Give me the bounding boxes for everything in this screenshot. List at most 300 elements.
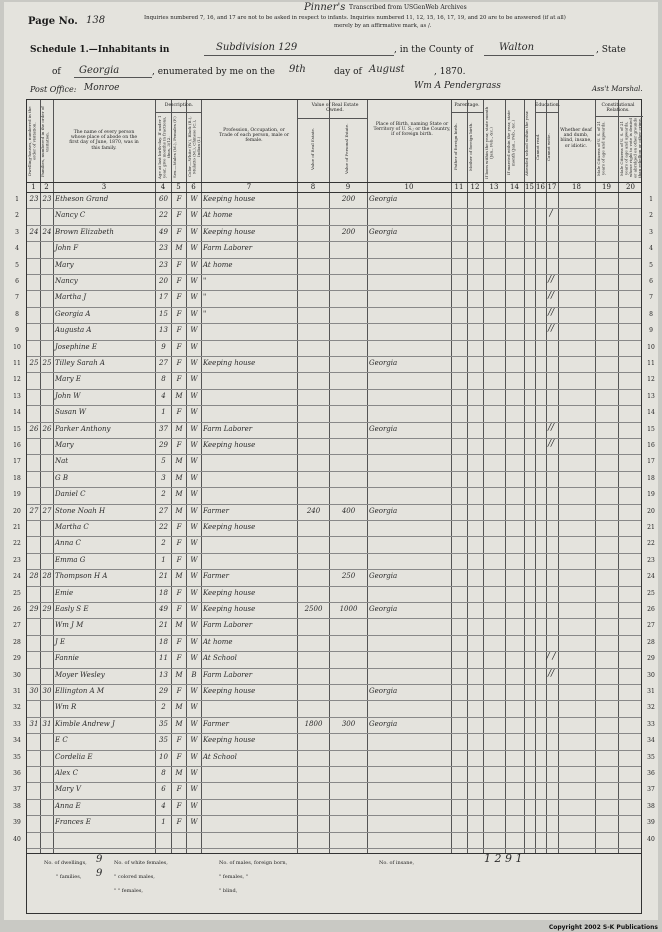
table-row	[13, 799, 655, 815]
census-table	[13, 99, 655, 854]
family-number: 25	[42, 359, 52, 367]
person-name: Josephine E	[55, 342, 97, 351]
col-header-name: The name of every person whose place of abode on the first day of June, 1870, was in this family.	[69, 130, 139, 151]
row-number-right: 12	[647, 376, 655, 384]
row-number-right: 34	[647, 737, 655, 745]
age: 35	[159, 719, 168, 728]
family-number: 26	[42, 424, 52, 433]
row-number-right: 5	[649, 261, 653, 269]
occupation: Farmer	[203, 506, 230, 515]
row-number-left: 12	[13, 376, 21, 384]
sex: M	[175, 473, 183, 482]
row-number-right: 23	[647, 556, 655, 564]
age: 27	[159, 506, 168, 515]
table-row	[13, 782, 655, 798]
row-number-right: 20	[647, 507, 655, 515]
dwelling-number: 31	[29, 719, 39, 728]
age: 17	[159, 293, 168, 302]
person-name: Alex C	[55, 769, 78, 777]
row-number-left: 19	[13, 491, 21, 499]
color: W	[190, 359, 198, 367]
col-header-mother-foreign: Mother of foreign birth.	[468, 122, 473, 172]
occupation: Keeping house	[203, 195, 256, 203]
column-number: 2	[44, 183, 49, 191]
education-marks: /	[549, 209, 553, 220]
sex: M	[175, 391, 183, 400]
col-header-cannot-read: Cannot read.	[535, 133, 540, 161]
column-number: 9	[345, 183, 351, 191]
person-name: Frances E	[55, 818, 91, 827]
occupation: "	[203, 293, 207, 302]
row-number-left: 4	[15, 245, 19, 253]
color: W	[190, 555, 198, 564]
col-header-occupation: Profession, Occupation, or Trade of each person, male or female.	[218, 128, 290, 144]
sex: F	[176, 752, 182, 761]
column-number: 13	[489, 183, 499, 191]
age: 18	[159, 637, 168, 646]
age: 23	[159, 244, 168, 253]
col-header-real-estate: Value of Real Estate.	[310, 127, 315, 171]
table-row	[13, 651, 655, 667]
dwelling-number: 25	[29, 359, 39, 367]
birthplace: Georgia	[369, 605, 398, 613]
census-sheet	[4, 2, 658, 920]
column-number: 4	[160, 183, 166, 191]
column-number: 10	[404, 183, 414, 191]
sex: F	[176, 342, 182, 351]
occupation: Keeping house	[203, 227, 256, 236]
county-value: Walton	[499, 42, 535, 53]
col-header-male-citizens: Male Citizens of U. S. of 21 years of age and upwards.	[596, 120, 606, 176]
archive-stamp: Transcribed from USGenWeb Archives	[349, 4, 467, 11]
table-row	[13, 717, 655, 733]
age: 35	[159, 736, 168, 745]
occupation: Farmer	[203, 719, 230, 728]
table-row	[13, 536, 655, 552]
row-number-right: 13	[647, 392, 655, 400]
age: 2	[161, 490, 166, 499]
color: W	[190, 211, 198, 220]
color: W	[190, 375, 198, 384]
sex: F	[176, 359, 182, 367]
age: 37	[159, 424, 168, 433]
totals-colored-females: " " females,	[114, 888, 144, 894]
personal-estate-value: 250	[341, 572, 356, 581]
sex: F	[176, 375, 182, 384]
sex: M	[175, 670, 183, 679]
table-row	[15, 192, 653, 208]
table-row	[13, 618, 655, 634]
color: W	[190, 490, 198, 499]
column-number: 8	[310, 183, 316, 191]
color: W	[190, 539, 198, 548]
personal-estate-value: 200	[341, 227, 356, 236]
age: 1	[161, 408, 166, 417]
column-number: 5	[176, 183, 181, 191]
grid-subheader-line-3	[535, 112, 558, 113]
row-number-left: 9	[15, 327, 19, 335]
sex: F	[176, 523, 182, 531]
row-number-left: 27	[13, 622, 21, 630]
person-name: Fannie	[55, 654, 79, 663]
person-name: Nancy	[55, 277, 78, 285]
row-number-left: 3	[15, 228, 19, 236]
row-number-right: 29	[647, 655, 655, 663]
birthplace: Georgia	[369, 359, 398, 367]
occupation: At home	[203, 211, 233, 220]
table-row	[15, 258, 653, 274]
row-number-right: 6	[649, 278, 653, 285]
age: 1	[161, 818, 166, 827]
column-number: 18	[572, 183, 581, 191]
age: 20	[159, 277, 168, 285]
sex: F	[176, 211, 182, 220]
row-number-right: 7	[649, 294, 653, 302]
year-label: , 1870.	[434, 67, 466, 77]
sex: F	[176, 637, 182, 646]
color: W	[190, 457, 198, 466]
sex: F	[176, 309, 182, 318]
row-number-left: 16	[13, 442, 21, 449]
person-name: Moyer Wesley	[55, 670, 105, 679]
person-name: Nat	[55, 457, 69, 466]
row-number-left: 28	[13, 638, 21, 646]
table-row	[13, 405, 655, 421]
family-number: 24	[42, 227, 52, 236]
day-of-label: day of	[334, 67, 362, 77]
color: W	[190, 227, 198, 236]
person-name: Anna E	[55, 801, 81, 810]
sex: F	[176, 260, 182, 269]
person-name: Emie	[55, 588, 74, 597]
row-number-right: 27	[647, 622, 655, 630]
education-marks: //	[547, 291, 555, 302]
row-number-right: 39	[647, 819, 655, 827]
row-number-right: 10	[647, 343, 655, 351]
column-number: 12	[470, 183, 480, 191]
table-row	[15, 274, 653, 290]
totals-white-females: No. of white females,	[114, 860, 168, 866]
dwelling-number: 26	[29, 424, 39, 433]
sex: M	[175, 572, 183, 581]
education-marks: //	[547, 439, 555, 449]
column-number: 1	[31, 183, 36, 191]
person-name: Brown Elizabeth	[55, 227, 114, 236]
occupation: Keeping house	[203, 687, 256, 695]
totals-dwellings-label: No. of dwellings,	[44, 860, 87, 866]
birthplace: Georgia	[369, 687, 398, 695]
row-number-left: 7	[15, 294, 19, 302]
education-marks: //	[547, 668, 555, 679]
totals-families-value: 9	[96, 868, 103, 879]
row-number-right: 1	[649, 196, 653, 203]
sex: F	[176, 588, 182, 597]
real-estate-value: 1800	[304, 719, 323, 728]
occupation: Keeping house	[203, 605, 256, 613]
table-row	[13, 553, 655, 569]
row-line	[27, 848, 641, 849]
age: 13	[159, 670, 168, 679]
row-number-left: 39	[13, 819, 21, 827]
row-number-left: 5	[15, 261, 19, 269]
row-number-right: 8	[649, 310, 653, 318]
row-number-left: 8	[15, 310, 19, 318]
row-number-right: 30	[647, 671, 655, 679]
table-row	[13, 586, 655, 602]
color: W	[190, 572, 198, 581]
column-number: 6	[191, 183, 196, 191]
table-row	[13, 471, 655, 487]
age: 22	[159, 523, 168, 531]
sex: F	[176, 736, 182, 745]
sex: F	[176, 785, 182, 794]
table-row	[13, 668, 655, 684]
age: 2	[161, 539, 166, 548]
sex: M	[175, 457, 183, 466]
color: W	[190, 277, 198, 285]
page-number: 138	[86, 15, 106, 26]
totals-dwellings-value: 9	[96, 854, 103, 865]
occupation: Farm Laborer	[203, 621, 253, 630]
row-number-left: 35	[13, 753, 21, 761]
age: 49	[159, 227, 168, 236]
table-row	[15, 241, 653, 257]
col-header-married-within-year: If married within the year, state month (Jan., Feb., &c.)	[506, 110, 516, 176]
row-number-left: 14	[13, 409, 21, 417]
age: 15	[159, 309, 168, 318]
row-number-left: 34	[13, 737, 21, 745]
birthplace: Georgia	[369, 572, 398, 581]
age: 18	[159, 588, 168, 597]
row-number-left: 36	[13, 770, 21, 777]
family-number: 27	[42, 506, 52, 515]
age: 29	[159, 687, 168, 695]
dwelling-number: 28	[29, 572, 39, 581]
person-name: Nancy C	[55, 211, 86, 220]
age: 6	[161, 785, 166, 794]
dwelling-number: 23	[29, 195, 39, 203]
color: W	[190, 506, 198, 515]
sex: F	[176, 195, 182, 203]
person-name: John W	[55, 391, 81, 400]
row-number-right: 37	[647, 786, 655, 794]
personal-estate-value: 300	[341, 719, 356, 728]
county-label: , in the County of	[394, 45, 474, 55]
occupation: Farm Laborer	[203, 244, 253, 253]
person-name: Wm J M	[55, 621, 84, 630]
occupation: "	[203, 277, 207, 285]
grid-subheader-line-1	[297, 118, 367, 119]
sex: F	[176, 654, 182, 663]
sex: F	[176, 277, 182, 285]
sex: F	[176, 818, 182, 827]
person-name: Mary E	[55, 375, 81, 384]
color: W	[190, 588, 198, 597]
person-name: Tilley Sarah A	[55, 359, 105, 367]
person-name: Parker Anthony	[55, 424, 111, 433]
personal-estate-value: 1000	[339, 605, 358, 613]
row-number-left: 26	[13, 606, 21, 613]
row-number-left: 25	[13, 589, 21, 597]
sex: F	[176, 293, 182, 302]
col-header-birthplace: Place of Birth, naming State or Territory of U. S.; or the Country, if of foreign birth.	[373, 122, 451, 138]
copyright-notice: Copyright 2002 S-K Publications	[548, 924, 658, 931]
personal-estate-value: 200	[341, 195, 356, 203]
color: W	[190, 473, 198, 482]
row-number-right: 18	[647, 474, 655, 482]
person-name: Mary V	[55, 785, 81, 794]
table-row	[13, 422, 655, 438]
occupation: Keeping house	[203, 736, 256, 745]
occupation: Keeping house	[203, 588, 256, 597]
schedule-label: Schedule 1.—Inhabitants in	[30, 45, 170, 55]
birthplace: Georgia	[369, 506, 398, 515]
row-number-right: 36	[647, 770, 655, 777]
row-number-right: 24	[647, 573, 655, 581]
person-name: Wm R	[55, 703, 77, 712]
row-number-right: 9	[649, 327, 653, 335]
table-row	[13, 372, 655, 388]
age: 2	[161, 703, 166, 712]
age: 23	[159, 260, 168, 269]
education-marks: //	[547, 275, 555, 285]
grid-subheader-line-2	[451, 112, 483, 113]
occupation: At home	[203, 260, 233, 269]
table-row	[13, 389, 655, 405]
birthplace: Georgia	[369, 227, 398, 236]
totals-foreign-males: No. of males, foreign born,	[219, 860, 288, 866]
county-underline	[484, 55, 594, 56]
enumerated-label: , enumerated by me on the	[152, 67, 275, 77]
person-name: Mary	[55, 441, 74, 449]
row-number-right: 40	[647, 835, 655, 843]
age: 8	[161, 769, 166, 777]
post-office-value: Monroe	[84, 83, 120, 93]
table-row	[13, 340, 655, 356]
sex: M	[175, 244, 183, 253]
table-row	[13, 815, 655, 831]
table-row	[15, 307, 653, 323]
row-number-right: 33	[647, 720, 655, 728]
occupation: At School	[203, 752, 237, 761]
row-number-right: 14	[647, 409, 655, 417]
education-marks: //	[547, 307, 555, 318]
row-number-left: 22	[13, 540, 21, 548]
column-number: 16	[536, 183, 545, 191]
sex: M	[175, 719, 183, 728]
occupation: Keeping house	[203, 441, 256, 449]
row-number-right: 15	[647, 425, 655, 433]
person-name: G B	[55, 473, 68, 482]
color: W	[190, 687, 198, 695]
row-number-left: 17	[13, 458, 21, 466]
occupation: Keeping house	[203, 359, 256, 367]
archive-stamp-hand: Pinner's	[304, 2, 346, 13]
row-number-right: 19	[647, 491, 655, 499]
col-header-father-foreign: Father of foreign birth.	[453, 123, 458, 171]
row-number-left: 31	[13, 688, 21, 695]
table-row	[13, 733, 655, 749]
grid-subheader-line-0	[155, 112, 201, 113]
table-row	[13, 750, 655, 766]
row-number-left: 15	[13, 425, 21, 433]
age: 13	[159, 326, 168, 335]
person-name: Stone Noah H	[55, 506, 106, 515]
person-name: J E	[55, 637, 66, 646]
color: W	[190, 801, 198, 810]
row-number-left: 2	[15, 212, 19, 220]
row-number-left: 21	[13, 524, 21, 531]
table-row	[13, 635, 655, 651]
dwelling-number: 27	[29, 506, 39, 515]
dwelling-number: 24	[29, 227, 39, 236]
occupation: Farmer	[203, 572, 230, 581]
dwelling-number: 29	[29, 605, 39, 613]
person-name: Augusta A	[55, 326, 92, 335]
row-number-left: 32	[13, 704, 21, 712]
totals-foreign-females: " females, "	[219, 874, 249, 880]
sex: F	[176, 408, 182, 417]
column-number: 17	[547, 183, 557, 191]
table-row	[13, 602, 655, 618]
marshal-label: Ass't Marshal.	[592, 85, 643, 93]
table-row	[13, 766, 655, 782]
sex: F	[176, 441, 182, 449]
sex: M	[175, 769, 183, 777]
inquiry-note-2: merely by an affirmative mark, as /.	[334, 23, 432, 29]
row-number-right: 11	[647, 360, 655, 367]
row-number-right: 31	[647, 688, 655, 695]
table-row	[13, 356, 655, 372]
color: W	[190, 752, 198, 761]
family-number: 23	[42, 195, 52, 203]
color: W	[190, 293, 198, 302]
row-number-right: 4	[649, 245, 653, 253]
sex: F	[176, 227, 182, 236]
color: W	[190, 703, 198, 712]
col-header-parentage: Parentage.	[454, 103, 480, 108]
col-header-personal-estate: Value of Personal Estate.	[344, 123, 349, 175]
sex: F	[176, 539, 182, 548]
color: W	[190, 391, 198, 400]
row-number-left: 37	[13, 786, 21, 794]
color: W	[190, 785, 198, 794]
table-row	[13, 700, 655, 716]
family-number: 31	[42, 719, 52, 728]
education-marks: //	[547, 324, 555, 335]
sex: M	[175, 424, 183, 433]
person-name: Martha J	[55, 293, 87, 302]
occupation: At School	[203, 654, 237, 663]
personal-estate-value: 400	[341, 506, 356, 515]
col-header-age: Age at last birth-day. If under 1 year, give months in fractions, thus, 3/12.	[157, 115, 171, 179]
col-header-color: Color.—White (W.), Black (B.), Mulatto (M.), Chinese (C.), Indian (I.)	[187, 116, 201, 178]
table-row	[15, 208, 653, 224]
post-office-label: Post Office:	[30, 85, 77, 94]
age: 21	[159, 621, 168, 630]
dwelling-number: 30	[29, 687, 39, 695]
sex: F	[176, 605, 182, 613]
row-number-left: 6	[15, 278, 19, 285]
age: 8	[161, 375, 166, 384]
table-row	[15, 323, 653, 339]
age: 5	[161, 457, 166, 466]
row-number-left: 33	[13, 720, 21, 728]
age: 22	[159, 211, 168, 220]
col-header-constitutional: Constitutional Relations.	[601, 103, 635, 114]
col-header-education: Education.	[535, 103, 561, 108]
col-header-deaf-blind: Whether deaf and dumb, blind, insane, or idiotic.	[560, 128, 592, 149]
